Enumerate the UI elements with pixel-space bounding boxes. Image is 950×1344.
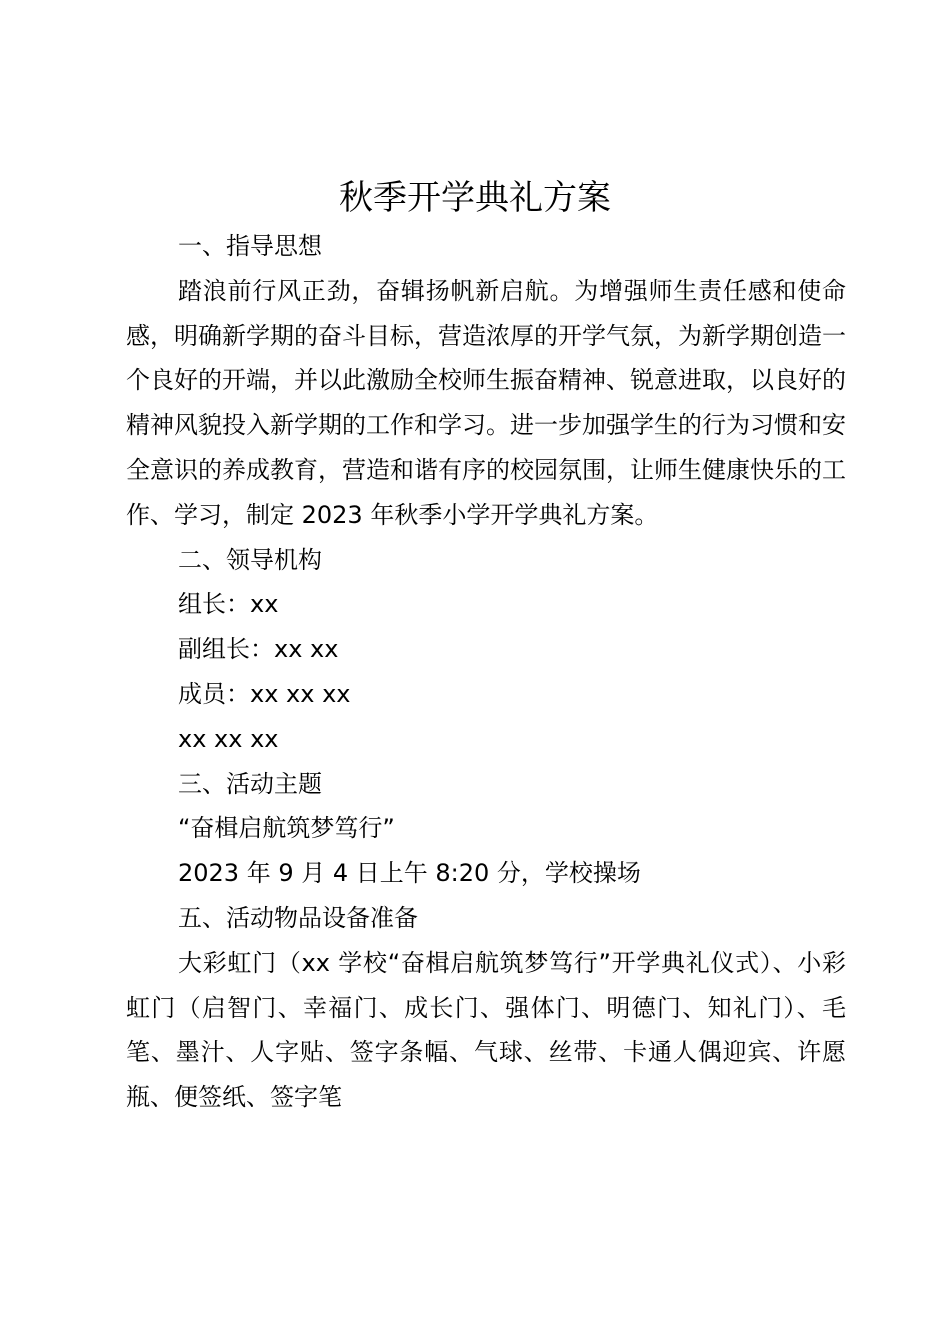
paragraph-guiding-ideology: 踏浪前行风正劲，奋辑扬帆新启航。为增强师生责任感和使命感，明确新学期的奋斗目标，营造浓厚的开学气氛，为新学期创造一个良好的开端，并以此激励全校师生振奋精神、锐意进取，以良好的精神风貌投入新学期的工作和学习。进一步加强学生的行为习惯和安全意识的养成教育，营造和谐有序的校园氛围，让师生健康快乐的工作、学习，制定 2023 年秋季小学开学典礼方案。 bbox=[126, 276, 846, 529]
document-title: 秋季开学典礼方案 bbox=[339, 178, 611, 218]
section-heading-equipment: 五、活动物品设备准备 bbox=[178, 903, 418, 932]
leader-line: 组长：xx bbox=[178, 590, 279, 619]
deputy-leader-line: 副组长：xx xx bbox=[178, 635, 339, 664]
members-line-continued: xx xx xx bbox=[178, 724, 279, 753]
section-heading-leadership: 二、领导机构 bbox=[178, 545, 322, 574]
section-heading-guiding-ideology: 一、指导思想 bbox=[178, 232, 322, 260]
theme-line: “奋楫启航筑梦笃行” bbox=[178, 814, 395, 843]
section-heading-theme: 三、活动主题 bbox=[178, 769, 322, 798]
members-line: 成员：xx xx xx bbox=[178, 679, 351, 708]
paragraph-equipment: 大彩虹门（xx 学校“奋楫启航筑梦笃行”开学典礼仪式）、小彩虹门（启智门、幸福门、成长门、强体门、明德门、知礼门）、毛笔、墨汁、人字贴、签字条幅、气球、丝带、卡通人偶迎宾、许愿瓶、便签纸、签字笔 bbox=[126, 948, 846, 1112]
document-body bbox=[126, 224, 846, 1120]
time-place-line: 2023 年 9 月 4 日上午 8:20 分，学校操场 bbox=[178, 859, 641, 888]
